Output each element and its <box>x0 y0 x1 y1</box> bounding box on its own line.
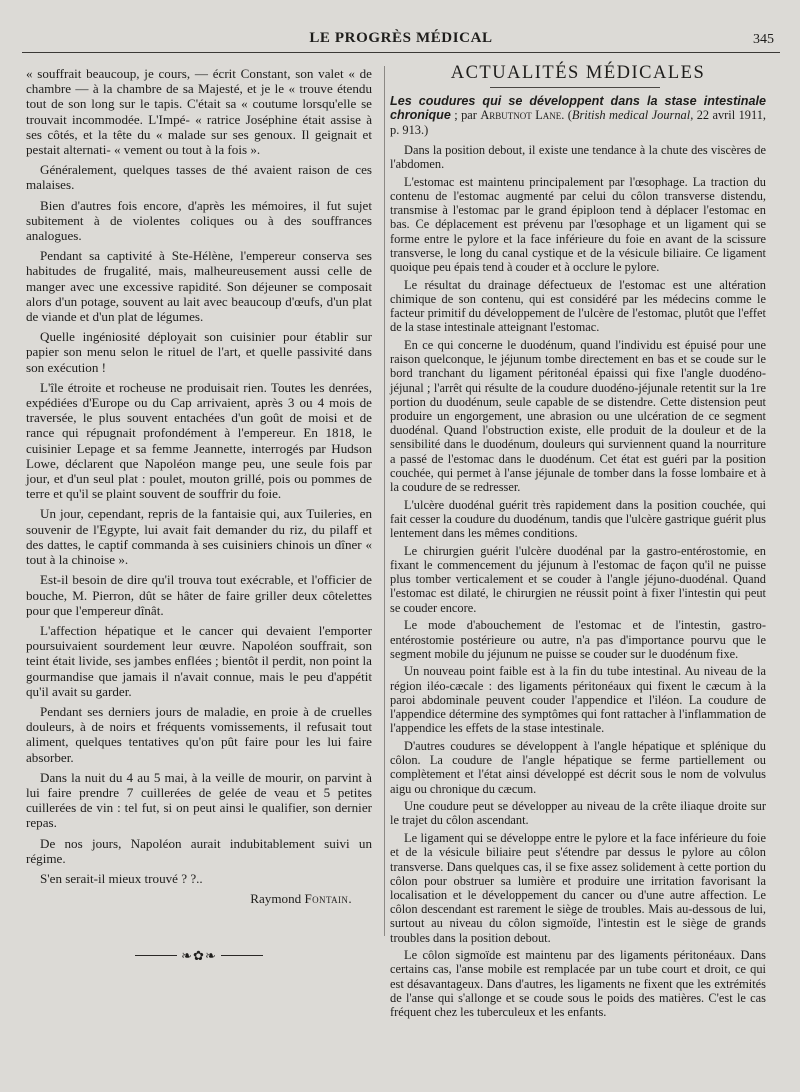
paragraph: Quelle ingéniosité déployait son cuisinier pour établir sur papier son menu selon le rituel de l'art, et quelle passivité dans son exécution ! <box>26 329 372 375</box>
left-column <box>26 66 372 963</box>
signature-last-name: Fontain. <box>304 891 352 907</box>
signature-first-name: Raymond <box>250 891 302 907</box>
paragraph: Dans la nuit du 4 au 5 mai, à la veille de mourir, on parvint à lui faire prendre 7 cuillerées de gelée de veau et 5 petites cuillerées de vin : tel fut, si on peut ainsi le qualifier, son dernier repas. <box>26 769 372 831</box>
right-column <box>390 63 767 1023</box>
ornament-rule <box>221 955 263 956</box>
paragraph: Le résultat du drainage défectueux de l'estomac est une altération chimique de son contenu, qui est considéré par les médecins comme le facteur primitif du développement de l'ulcère de l'estomac, plutôt que l'effet de la stase intestinale atteignant l'estomac. <box>390 277 766 335</box>
article-author: Arbutnot Lane <box>480 108 562 123</box>
paragraph: S'en serait-il mieux trouvé ? ?.. <box>40 870 203 886</box>
paragraph: De nos jours, Napoléon aurait indubitablement suivi un régime. <box>26 835 372 866</box>
paragraph: Le chirurgien guérit l'ulcère duodénal par la gastro-entérostomie, en fixant le commencement du jéjunum à l'estomac de façon qu'il ne puisse plus tomber verticalement et se couder à l'angle jéjuno-duodénal. Quand l'estomac est dilaté, le chirurgien ne réussit point à fixer l'intestin qui peut se couder encore. <box>390 543 766 615</box>
ornament-glyph: ❧✿❧ <box>181 947 217 963</box>
section-title: ACTUALITÉS MÉDICALES <box>390 66 766 90</box>
paragraph: Un jour, cependant, repris de la fantaisie qui, aux Tuileries, en souvenir de l'Egypte, lui avait fait demander du riz, du pilaff et des dattes, le captif commanda à ses cuisiniers chinois un dîner « tout à la chinoise ». <box>26 506 372 568</box>
paragraph: Un nouveau point faible est à la fin du tube intestinal. Au niveau de la région iléo-cæcale : des ligaments péritonéaux qui fixent le cæcum à la paroi abdominale peuvent couder l'appendice et l'iléon. La coudure de l'appendice détermine des symptômes qui font rattacher à l'inflammation de l'appendice les effets de la stase intestinale. <box>390 664 766 736</box>
article-source: British medical Journal <box>571 108 691 123</box>
paragraph: Généralement, quelques tasses de thé avaient raison de ces malaises. <box>26 162 372 193</box>
paragraph: Dans la position debout, il existe une tendance à la chute des viscères de l'abdomen. <box>390 142 766 172</box>
paragraph: L'estomac est maintenu principalement par l'œsophage. La traction du contenu de l'estomac augmenté par celui du côlon transverse distendu, transmise à l'estomac par le grand épiploon tend à déplacer l'estomac en bas. Ce déplacement est prévenu par l'œsophage et un ligament qui se forme entre le pylore et la face inférieure du foie en avant de la scissure transverse, le long du canal cystique et de la vésicule biliaire. Ce ligament quoique peu épais tend à couder et à occlure le pylore. <box>390 174 766 274</box>
author-signature <box>26 891 352 906</box>
article-date: , 22 avril 1911, p. 913.) <box>390 108 767 137</box>
paragraph: D'autres coudures se développent à l'angle hépatique et splénique du côlon. La coudure de l'angle hépatique se ferme partiellement ou complètement et l'état ainsi développé est décrit sous le nom de volvulus aigu ou chronique du cæcum. <box>390 738 766 796</box>
article-title: Les coudures qui se développent dans la stase intestinale chronique <box>390 94 766 123</box>
ornament-rule <box>135 955 177 956</box>
end-ornament <box>26 946 372 963</box>
paragraph: L'île étroite et rocheuse ne produisait rien. Toutes les denrées, expédiées d'Europe ou du Cap arrivaient, après 3 ou 4 mois de traversée, le plus souvent entachées d'un goût de moisi et de rance qui répugnait profondément à l'empereur. En 1818, le cuisinier Lepage et sa femme Jeannette, interrogés par Hudson Lowe, déclarent que Napoléon mange peu, une seule fois par jour, et d'un seul plat : poulet, mouton grillé, pois ou pommes de terre et qu'il se plaint souvent de souffrir du foie. <box>26 379 372 502</box>
running-head <box>22 26 780 53</box>
article-by: ; par <box>450 108 481 123</box>
paragraph: L'ulcère duodénal guérit très rapidement dans la position couchée, qui fait cesser la coudure du duodénum, tandis que l'ulcère gastrique guérit plus lentement dans les mêmes conditions. <box>390 497 766 541</box>
paragraph: Le côlon sigmoïde est maintenu par des ligaments péritonéaux. Dans certains cas, l'anse mobile est remplacée par un tube court et droit, ce qui est désavantageux. Dans d'autres, les ligaments ne fixent que les extrémités de l'anse qui s'allonge et se coude sous le poids des matières. C'est le cas fréquent chez les tuberculeux et les enfants. <box>390 948 766 1020</box>
paragraph: « souffrait beaucoup, je cours, — écrit Constant, son valet « de chambre — à la chambre de sa Majesté, et je le « trouve étendu tout de son long sur le tapis. C'était sa « coutume lorsqu'elle se trouvait incommodée. L'Impé- « ratrice Joséphine était assise à ses côtés, et la tête du « malade sur ses genoux. Il geignait et pestait alternati- « vement ou tout à la fois ». <box>26 66 372 158</box>
article-heading <box>390 94 766 137</box>
paragraph: Une coudure peut se développer au niveau de la crête iliaque droite sur le trajet du côlon ascendant. <box>390 799 766 828</box>
paragraph: Pendant ses derniers jours de maladie, en proie à de cruelles douleurs, à de noirs et fréquents vomissements, il refusait tout aliment, quelques tentatives qu'on pût faire pour les lui faire absorber. <box>26 703 372 765</box>
page-number: 345 <box>753 32 774 47</box>
article-source-open: . ( <box>561 108 572 123</box>
paragraph: L'affection hépatique et le cancer qui devaient l'emporter poursuivaient sourdement leur œuvre. Napoléon souffrait, son teint était livide, ses jambes enflées ; bientôt il perdit, non point la gourmandise que jamais il n'avait connue, mais le peu d'appétit qu'il avait su garder. <box>26 622 372 699</box>
paragraph: Le mode d'abouchement de l'estomac et de l'intestin, gastro-entérostomie postérieure ou autre, n'a pas d'importance pourvu que le segment mobile du jéjunum ne puisse se couder sur le duodénum fixe. <box>390 618 766 661</box>
paragraph: Est-il besoin de dire qu'il trouva tout exécrable, et l'officier de bouche, M. Pierron, dût se hâter de faire griller deux côtelettes pour que l'empereur dînât. <box>26 572 372 618</box>
paragraph: En ce qui concerne le duodénum, quand l'individu est épuisé pour une raison quelconque, le jéjunum tombe directement en bas et se coude sur le bord tranchant du ligament péritonéal épaissi qui fixe l'angle duodéno-jéjunal ; l'arrêt qui résulte de la coudure duodéno-jéjunale retentit sur la 1re portion du duodénum, seule capable de se distendre. Cette distension peut produire un engorgement, une abrasion ou une ulcération de ce segment duodénal. Quand l'obstruction existe, elle produit de la douleur et de la sensibilité dans le duodénum, douleurs qui surviennent quand la nourriture a passé de l'estomac dans le duodénum. Cet état est guéri par la position couchée, qui permet à l'anse jéjunale de tomber dans la fosse lombaire et à la coudure de se redresser. <box>390 337 766 494</box>
paragraph: Le ligament qui se développe entre le pylore et la face inférieure du foie et de la vésicule biliaire peut s'étendre par dessus le pylore au côlon transverse. Dans quelques cas, il se fixe assez solidement à cette portion du côlon pour obstruer sa lumière et produire une irritation favorisant la localisation et le développement du cancer ou d'une autre affection. Le côlon descendant est rarement le siège de troubles. Mais au-dessous de lui, surtout au niveau du côlon sigmoïde, l'intestin est le siège de grands troubles dans la position debout. <box>390 831 766 945</box>
column-divider <box>384 66 385 936</box>
paragraph: Pendant sa captivité à Ste-Hélène, l'empereur conserva ses habitudes de frugalité, mais, malheureusement aussi celle de manger avec une excessive rapidité. Son déjeuner se composait alors d'un potage, souvent au lait avec beaucoup d'œufs, d'un plat de viande et d'un plat de légumes. <box>26 248 372 325</box>
journal-title: LE PROGRÈS MÉDICAL <box>309 30 493 46</box>
paragraph: Bien d'autres fois encore, d'après les mémoires, il fut sujet subitement à de violentes coliques ou à des souffrances analogues. <box>26 197 372 244</box>
